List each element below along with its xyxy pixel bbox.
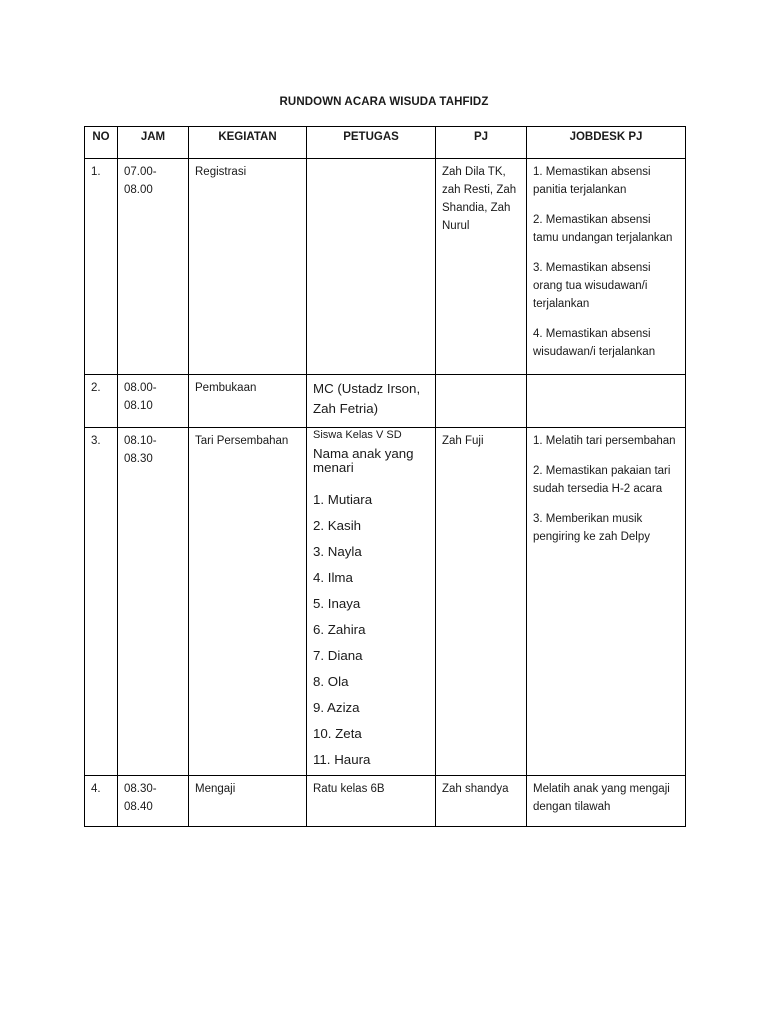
dancer-name: 5. Inaya: [313, 596, 361, 611]
cell-petugas: [307, 428, 436, 776]
dancer-name: 8. Ola: [313, 674, 349, 689]
jam-end: 08.10: [124, 400, 153, 412]
dancer-name: 6. Zahira: [313, 622, 366, 637]
header-jobdesk: JOBDESK PJ: [527, 127, 686, 159]
header-petugas: PETUGAS: [307, 127, 436, 159]
dancer-name: 9. Aziza: [313, 700, 360, 715]
petugas-sub: Nama anak yang menari: [313, 446, 414, 475]
table-header-row: [85, 127, 686, 159]
dancer-name: 7. Diana: [313, 648, 363, 663]
document-title: RUNDOWN ACARA WISUDA TAHFIDZ: [279, 96, 489, 108]
cell-no: 3.: [85, 428, 118, 776]
jam-end: 08.30: [124, 453, 153, 465]
petugas-head: Siswa Kelas V SD: [313, 429, 402, 441]
cell-pj: Zah shandya: [436, 776, 527, 827]
jobdesk-item: 2. Memastikan pakaian tari sudah tersedia H-2 acara: [533, 465, 671, 495]
cell-kegiatan: Mengaji: [189, 776, 307, 827]
cell-jam: [118, 159, 189, 375]
jam-start: 08.00-: [124, 382, 157, 394]
dancer-name: 10. Zeta: [313, 726, 362, 741]
dancer-name: 2. Kasih: [313, 518, 362, 533]
rundown-table: [84, 126, 686, 827]
jobdesk-item: 2. Memastikan absensi tamu undangan terjalankan: [533, 214, 673, 244]
jobdesk-item: 3. Memberikan musik pengiring ke zah Delpy: [533, 513, 650, 543]
cell-pj: Zah Dila TK, zah Resti, Zah Shandia, Zah Nurul: [436, 159, 527, 375]
cell-jam: [118, 428, 189, 776]
table-row: [85, 428, 686, 776]
cell-jam: [118, 375, 189, 428]
cell-no: 2.: [85, 375, 118, 428]
jam-start: 08.30-: [124, 783, 157, 795]
cell-jobdesk: [527, 159, 686, 375]
jam-start: 07.00-: [124, 166, 157, 178]
dancer-name: 4. Ilma: [313, 570, 353, 585]
table-row: [85, 375, 686, 428]
cell-petugas: Ratu kelas 6B: [307, 776, 436, 827]
cell-kegiatan: Tari Persembahan: [189, 428, 307, 776]
header-pj: PJ: [436, 127, 527, 159]
header-jam: JAM: [118, 127, 189, 159]
cell-petugas: MC (Ustadz Irson, Zah Fetria): [307, 375, 436, 428]
header-no: NO: [85, 127, 118, 159]
table-row: [85, 159, 686, 375]
cell-jobdesk: [527, 375, 686, 428]
cell-no: 1.: [85, 159, 118, 375]
cell-pj: [436, 375, 527, 428]
jobdesk-item: 1. Melatih tari persembahan: [533, 435, 676, 447]
cell-jobdesk: [527, 428, 686, 776]
cell-petugas: [307, 159, 436, 375]
jam-end: 08.00: [124, 184, 153, 196]
cell-jobdesk: [527, 776, 686, 827]
jam-end: 08.40: [124, 801, 153, 813]
jobdesk-item: 3. Memastikan absensi orang tua wisudawan/i terjalankan: [533, 262, 651, 310]
jam-start: 08.10-: [124, 435, 157, 447]
jobdesk-item: 4. Memastikan absensi wisudawan/i terjalankan: [533, 328, 656, 358]
dancer-name: 1. Mutiara: [313, 492, 373, 507]
table-row: [85, 776, 686, 827]
cell-pj: Zah Fuji: [436, 428, 527, 776]
cell-kegiatan: Pembukaan: [189, 375, 307, 428]
cell-no: 4.: [85, 776, 118, 827]
jobdesk-item: 1. Memastikan absensi panitia terjalankan: [533, 166, 651, 196]
jobdesk-item: Melatih anak yang mengaji dengan tilawah: [533, 783, 670, 813]
cell-jam: [118, 776, 189, 827]
header-kegiatan: KEGIATAN: [189, 127, 307, 159]
dancer-name: 3. Nayla: [313, 544, 362, 559]
cell-kegiatan: Registrasi: [189, 159, 307, 375]
dancer-name: 11. Haura: [313, 752, 371, 767]
